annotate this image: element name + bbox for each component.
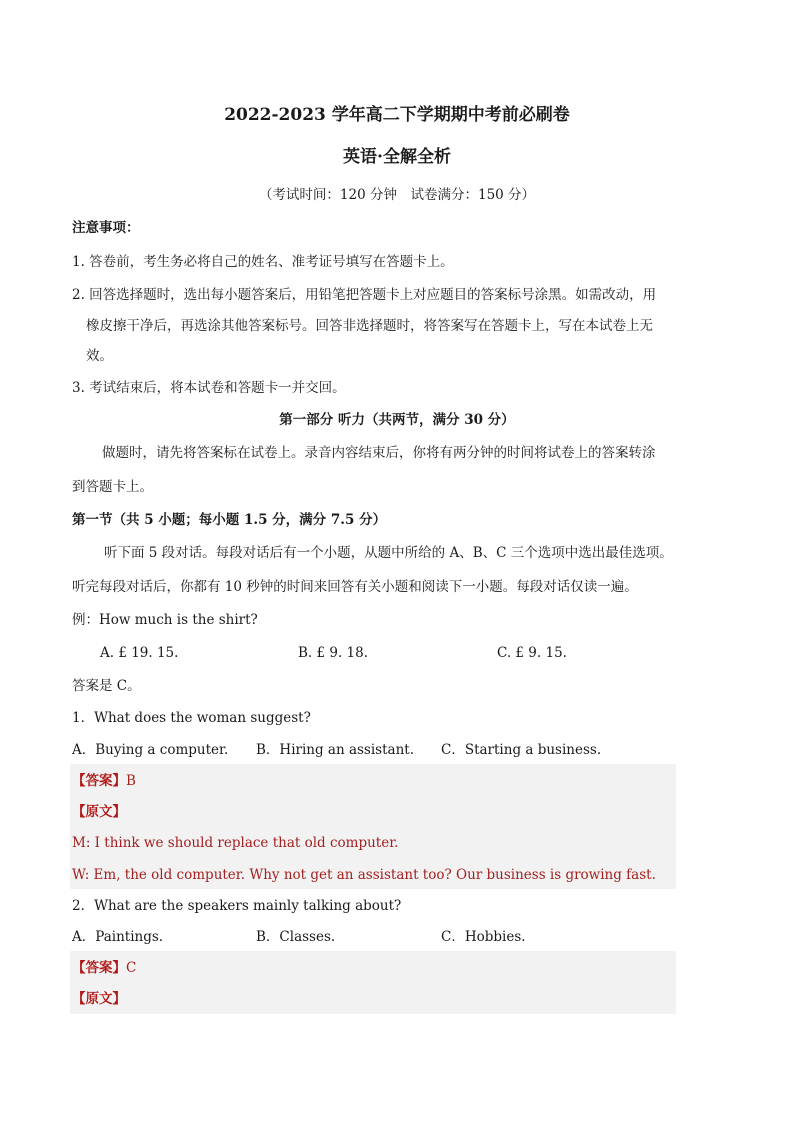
section1-instruction-line-2: 听完每段对话后，你都有 10 秒钟的时间来回答有关小题和阅读下一小题。每段对话仅读一遍。	[72, 579, 638, 595]
note-item-3: 3. 考试结束后，将本试卷和答题卡一并交回。	[72, 380, 346, 396]
part1-instruction-line-1: 做题时，请先将答案标在试卷上。录音内容结束后，你将有两分钟的时间将试卷上的答案转涂	[102, 445, 656, 461]
section1-instruction-line-1: 听下面 5 段对话。每段对话后有一个小题，从题中所给的 A、B、C 三个选项中选出最佳选项。	[104, 545, 673, 561]
document-subtitle: 英语·全解全析	[343, 147, 451, 167]
part1-instruction-line-2: 到答题卡上。	[72, 479, 153, 495]
example-question: 例：How much is the shirt?	[72, 612, 258, 628]
exam-info: （考试时间：120 分钟 试卷满分：150 分）	[258, 187, 536, 203]
question-2-answer	[72, 959, 136, 977]
question-1-option-c: C．Starting a business.	[441, 742, 602, 758]
part1-heading: 第一部分 听力（共两节，满分 30 分）	[279, 412, 515, 428]
question-1-option-b: B．Hiring an assistant.	[256, 742, 414, 758]
example-option-a: A. £ 19. 15.	[100, 645, 179, 661]
answer-value: B	[126, 773, 136, 789]
question-1-transcript-tag: 【原文】	[72, 804, 126, 820]
document-title: 2022-2023 学年高二下学期期中考前必刷卷	[224, 105, 570, 125]
question-1-answer	[72, 772, 136, 790]
question-1-option-a: A．Buying a computer.	[72, 742, 229, 758]
note-item-2-line-1: 2. 回答选择题时，选出每小题答案后，用铅笔把答题卡上对应题目的答案标号涂黑。如需改动，用	[72, 287, 657, 303]
question-1-stem: 1．What does the woman suggest?	[72, 710, 311, 726]
answer-tag: 【答案】	[72, 773, 126, 789]
question-2-stem: 2．What are the speakers mainly talking about?	[72, 898, 402, 914]
note-item-2-line-2: 橡皮擦干净后，再选涂其他答案标号。回答非选择题时，将答案写在答题卡上，写在本试卷上无	[86, 318, 653, 334]
notes-heading: 注意事项：	[72, 220, 140, 236]
question-2-option-a: A．Paintings.	[72, 929, 164, 945]
question-1-transcript-line-2: W: Em, the old computer. Why not get an assistant too? Our business is growing fast.	[72, 867, 656, 883]
note-item-1: 1. 答卷前，考生务必将自己的姓名、准考证号填写在答题卡上。	[72, 254, 454, 270]
example-option-b: B. £ 9. 18.	[298, 645, 369, 661]
example-option-c: C. £ 9. 15.	[497, 645, 567, 661]
note-item-2-line-3: 效。	[86, 348, 113, 364]
example-answer: 答案是 C。	[72, 678, 141, 694]
question-2-transcript-tag: 【原文】	[72, 991, 126, 1007]
question-2-answer-block	[70, 951, 676, 1014]
question-2-option-b: B．Classes.	[256, 929, 336, 945]
answer-value: C	[126, 960, 137, 976]
question-1-transcript-line-1: M: I think we should replace that old computer.	[72, 835, 399, 851]
answer-tag: 【答案】	[72, 960, 126, 976]
question-2-option-c: C．Hobbies.	[441, 929, 526, 945]
section1-heading: 第一节（共 5 小题；每小题 1.5 分，满分 7.5 分）	[72, 512, 387, 528]
